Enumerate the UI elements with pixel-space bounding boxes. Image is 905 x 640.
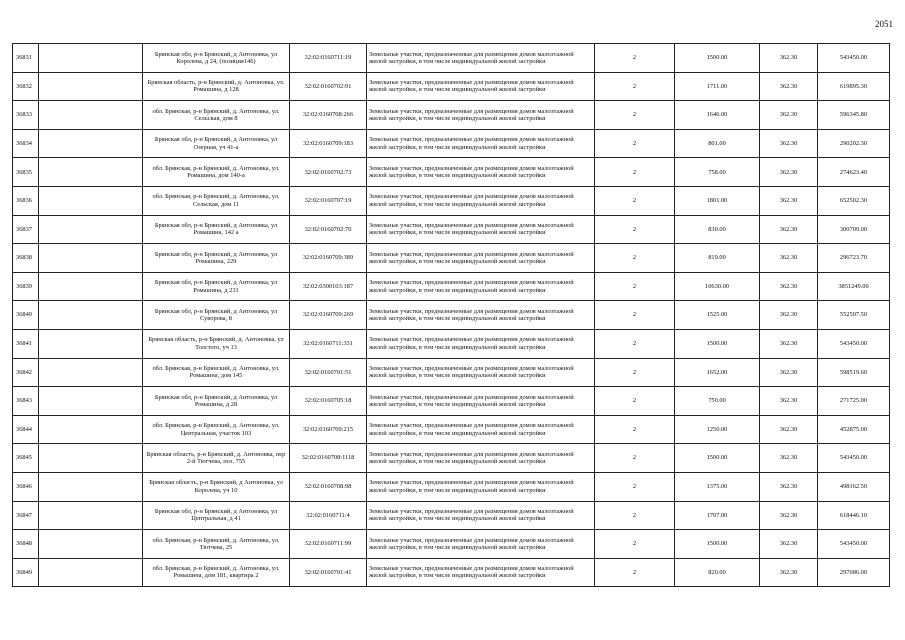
land-use-cell: Земельные участки, предназначенные для размещения домов малоэтажной жилой застройки, в том числе индивидуальной жилой застройки (367, 301, 595, 330)
land-use-cell: Земельные участки, предназначенные для размещения домов малоэтажной жилой застройки, в том числе индивидуальной жилой застройки (367, 530, 595, 559)
table-row (13, 501, 890, 530)
table-row (13, 101, 890, 130)
group-cell: 2 (595, 72, 675, 101)
group-cell: 2 (595, 244, 675, 273)
cadastral-value-cell: 297086.00 (818, 558, 890, 587)
record-number: 36841 (13, 329, 39, 358)
rate-cell: 362.30 (760, 158, 818, 187)
address-cell: обл. Брянская, р-н Брянский, д. Антоновка, ул. Сельская, дом 11 (143, 186, 290, 215)
area-cell: 1646.00 (675, 101, 760, 130)
table-row (13, 129, 890, 158)
land-use-cell: Земельные участки, предназначенные для размещения домов малоэтажной жилой застройки, в том числе индивидуальной жилой застройки (367, 215, 595, 244)
cadastral-value-cell: 652502.30 (818, 186, 890, 215)
rate-cell: 362.30 (760, 444, 818, 473)
land-use-cell: Земельные участки, предназначенные для размещения домов малоэтажной жилой застройки, в том числе индивидуальной жилой застройки (367, 244, 595, 273)
table-row (13, 329, 890, 358)
area-cell: 1375.00 (675, 472, 760, 501)
empty-cell (39, 444, 143, 473)
cadastral-value-cell: 3851249.00 (818, 272, 890, 301)
record-number: 36832 (13, 72, 39, 101)
area-cell: 750.00 (675, 387, 760, 416)
record-number: 36846 (13, 472, 39, 501)
cadastral-value-cell: 543450.00 (818, 530, 890, 559)
rate-cell: 362.30 (760, 272, 818, 301)
address-cell: обл. Брянская, р-н Брянский, д. Антоновка, ул. Сельская, дом 8 (143, 101, 290, 130)
group-cell: 2 (595, 558, 675, 587)
table-row (13, 415, 890, 444)
cadastral-number-cell: 32:02:0160711:331 (290, 329, 367, 358)
address-cell: Брянская обл, р-н Брянский, д Антоновка, ул Озерная, уч 41-а (143, 129, 290, 158)
cadastral-number-cell: 32:02:0160709:269 (290, 301, 367, 330)
record-number: 36838 (13, 244, 39, 273)
table-row (13, 301, 890, 330)
cadastral-value-table (12, 43, 890, 587)
record-number: 36842 (13, 358, 39, 387)
cadastral-number-cell: 32:02:0160711:99 (290, 530, 367, 559)
rate-cell: 362.30 (760, 472, 818, 501)
land-use-cell: Земельные участки, предназначенные для размещения домов малоэтажной жилой застройки, в том числе индивидуальной жилой застройки (367, 329, 595, 358)
record-number: 36843 (13, 387, 39, 416)
cadastral-value-cell: 596345.80 (818, 101, 890, 130)
land-use-cell: Земельные участки, предназначенные для размещения домов малоэтажной жилой застройки, в том числе индивидуальной жилой застройки (367, 415, 595, 444)
address-cell: Брянская обл, р-н Брянский, д Антоновка, ул Центральная, д 41 (143, 501, 290, 530)
empty-cell (39, 501, 143, 530)
table-row (13, 358, 890, 387)
area-cell: 830.00 (675, 215, 760, 244)
group-cell: 2 (595, 215, 675, 244)
cadastral-number-cell: 32:02:0160701:41 (290, 558, 367, 587)
cadastral-value-cell: 543450.00 (818, 329, 890, 358)
rate-cell: 362.30 (760, 186, 818, 215)
address-cell: обл. Брянская, р-н Брянский, д. Антоновка, ул. Тютчева, 25 (143, 530, 290, 559)
group-cell: 2 (595, 329, 675, 358)
address-cell: Брянская обл, р-н Брянский, д Антоновка, ул Королева, д 24, (позиция146) (143, 44, 290, 73)
cadastral-value-cell: 552507.50 (818, 301, 890, 330)
address-cell: Брянская обл, р-н Брянский, д Антоновка, ул Суворова, 8 (143, 301, 290, 330)
address-cell: обл. Брянская, р-н Брянский, д. Антоновка, ул. Ромашина, дом 145 (143, 358, 290, 387)
cadastral-number-cell: 32:02:0160702:73 (290, 158, 367, 187)
address-cell: Брянская обл, р-н Брянский, д Антоновка, ул Ромашина, д 28 (143, 387, 290, 416)
table-row (13, 387, 890, 416)
address-cell: Брянская обл, р-н Брянский, д Антоновка, ул Ромашина, д 231 (143, 272, 290, 301)
land-use-cell: Земельные участки, предназначенные для размещения домов малоэтажной жилой застройки, в том числе индивидуальной жилой застройки (367, 72, 595, 101)
address-cell: Брянская область, р-н Брянский, д. Антоновка, ул. Ромашина, д 128 (143, 72, 290, 101)
rate-cell: 362.30 (760, 244, 818, 273)
rate-cell: 362.30 (760, 215, 818, 244)
table-row (13, 472, 890, 501)
rate-cell: 362.30 (760, 101, 818, 130)
record-number: 36849 (13, 558, 39, 587)
cadastral-number-cell: 32:02:0160705:18 (290, 387, 367, 416)
empty-cell (39, 72, 143, 101)
record-number: 36837 (13, 215, 39, 244)
cadastral-value-cell: 618446.10 (818, 501, 890, 530)
area-cell: 1652.00 (675, 358, 760, 387)
table-body (13, 44, 890, 587)
empty-cell (39, 415, 143, 444)
land-use-cell: Земельные участки, предназначенные для размещения домов малоэтажной жилой застройки, в том числе индивидуальной жилой застройки (367, 44, 595, 73)
cadastral-number-cell: 32:02:0300103:187 (290, 272, 367, 301)
cadastral-number-cell: 32:02:0160711:4 (290, 501, 367, 530)
table-row (13, 558, 890, 587)
empty-cell (39, 472, 143, 501)
cadastral-value-cell: 274623.40 (818, 158, 890, 187)
area-cell: 801.00 (675, 129, 760, 158)
land-use-cell: Земельные участки, предназначенные для размещения домов малоэтажной жилой застройки, в том числе индивидуальной жилой застройки (367, 558, 595, 587)
group-cell: 2 (595, 444, 675, 473)
table-row (13, 72, 890, 101)
cadastral-number-cell: 32:02:0160708:98 (290, 472, 367, 501)
land-use-cell: Земельные участки, предназначенные для размещения домов малоэтажной жилой застройки, в том числе индивидуальной жилой застройки (367, 101, 595, 130)
area-cell: 1707.00 (675, 501, 760, 530)
cadastral-value-cell: 598519.60 (818, 358, 890, 387)
group-cell: 2 (595, 186, 675, 215)
cadastral-value-cell: 271725.00 (818, 387, 890, 416)
group-cell: 2 (595, 44, 675, 73)
empty-cell (39, 244, 143, 273)
area-cell: 758.00 (675, 158, 760, 187)
area-cell: 1711.00 (675, 72, 760, 101)
land-use-cell: Земельные участки, предназначенные для размещения домов малоэтажной жилой застройки, в том числе индивидуальной жилой застройки (367, 472, 595, 501)
record-number: 36833 (13, 101, 39, 130)
table-row (13, 530, 890, 559)
land-use-cell: Земельные участки, предназначенные для размещения домов малоэтажной жилой застройки, в том числе индивидуальной жилой застройки (367, 158, 595, 187)
empty-cell (39, 158, 143, 187)
cadastral-number-cell: 32:02:0160707:19 (290, 186, 367, 215)
empty-cell (39, 558, 143, 587)
record-number: 36844 (13, 415, 39, 444)
group-cell: 2 (595, 101, 675, 130)
group-cell: 2 (595, 472, 675, 501)
address-cell: Брянская область, р-н Брянский, д. Антоновка, пер 2-й Тютчева, поз. 755 (143, 444, 290, 473)
record-number: 36834 (13, 129, 39, 158)
area-cell: 1500.00 (675, 329, 760, 358)
cadastral-number-cell: 32:02:0160702:91 (290, 72, 367, 101)
group-cell: 2 (595, 272, 675, 301)
record-number: 36848 (13, 530, 39, 559)
land-use-cell: Земельные участки, предназначенные для размещения домов малоэтажной жилой застройки, в том числе индивидуальной жилой застройки (367, 186, 595, 215)
rate-cell: 362.30 (760, 530, 818, 559)
land-use-cell: Земельные участки, предназначенные для размещения домов малоэтажной жилой застройки, в том числе индивидуальной жилой застройки (367, 501, 595, 530)
cadastral-value-cell: 296723.70 (818, 244, 890, 273)
empty-cell (39, 272, 143, 301)
area-cell: 1801.00 (675, 186, 760, 215)
rate-cell: 362.30 (760, 129, 818, 158)
cadastral-number-cell: 32:02:0160708:266 (290, 101, 367, 130)
cadastral-number-cell: 32:02:0160702:70 (290, 215, 367, 244)
cadastral-number-cell: 32:02:0160701:51 (290, 358, 367, 387)
record-number: 36847 (13, 501, 39, 530)
cadastral-value-cell: 452875.00 (818, 415, 890, 444)
table-row (13, 158, 890, 187)
rate-cell: 362.30 (760, 301, 818, 330)
area-cell: 1500.00 (675, 444, 760, 473)
cadastral-value-cell: 300709.00 (818, 215, 890, 244)
land-use-cell: Земельные участки, предназначенные для размещения домов малоэтажной жилой застройки, в том числе индивидуальной жилой застройки (367, 387, 595, 416)
area-cell: 1500.00 (675, 44, 760, 73)
rate-cell: 362.30 (760, 387, 818, 416)
land-use-cell: Земельные участки, предназначенные для размещения домов малоэтажной жилой застройки, в том числе индивидуальной жилой застройки (367, 444, 595, 473)
empty-cell (39, 329, 143, 358)
table-row (13, 186, 890, 215)
address-cell: обл. Брянская, р-н Брянский, д. Антоновка, ул. Ромашина, дом 181, квартира 2 (143, 558, 290, 587)
area-cell: 1525.00 (675, 301, 760, 330)
empty-cell (39, 129, 143, 158)
group-cell: 2 (595, 129, 675, 158)
group-cell: 2 (595, 358, 675, 387)
land-use-cell: Земельные участки, предназначенные для размещения домов малоэтажной жилой застройки, в том числе индивидуальной жилой застройки (367, 129, 595, 158)
group-cell: 2 (595, 301, 675, 330)
rate-cell: 362.30 (760, 501, 818, 530)
table-row (13, 44, 890, 73)
record-number: 36836 (13, 186, 39, 215)
cadastral-number-cell: 32:02:0160709:215 (290, 415, 367, 444)
record-number: 36831 (13, 44, 39, 73)
group-cell: 2 (595, 530, 675, 559)
address-cell: Брянская обл, р-н Брянский, д Антоновка, ул Ромашина, 142 а (143, 215, 290, 244)
group-cell: 2 (595, 415, 675, 444)
area-cell: 819.00 (675, 244, 760, 273)
table-row (13, 215, 890, 244)
table-row (13, 444, 890, 473)
address-cell: обл. Брянская, р-н Брянский, д. Антоновка, ул. Центральная, участок 103 (143, 415, 290, 444)
area-cell: 10630.00 (675, 272, 760, 301)
address-cell: Брянская область, р-н Брянский, д Антоновка, ул Королева, уч 10 (143, 472, 290, 501)
area-cell: 1500.00 (675, 530, 760, 559)
area-cell: 820.00 (675, 558, 760, 587)
record-number: 36835 (13, 158, 39, 187)
cadastral-number-cell: 32:02:0160708:1118 (290, 444, 367, 473)
group-cell: 2 (595, 387, 675, 416)
cadastral-value-cell: 498162.50 (818, 472, 890, 501)
land-use-cell: Земельные участки, предназначенные для размещения домов малоэтажной жилой застройки, в том числе индивидуальной жилой застройки (367, 358, 595, 387)
empty-cell (39, 101, 143, 130)
area-cell: 1250.00 (675, 415, 760, 444)
cadastral-value-cell: 290202.30 (818, 129, 890, 158)
rate-cell: 362.30 (760, 415, 818, 444)
record-number: 36839 (13, 272, 39, 301)
cadastral-value-cell: 543450.00 (818, 444, 890, 473)
rate-cell: 362.30 (760, 44, 818, 73)
group-cell: 2 (595, 158, 675, 187)
rate-cell: 362.30 (760, 358, 818, 387)
rate-cell: 362.30 (760, 558, 818, 587)
table-row (13, 244, 890, 273)
empty-cell (39, 530, 143, 559)
cadastral-number-cell: 32:02:0160709:183 (290, 129, 367, 158)
address-cell: обл. Брянская, р-н Брянский, д. Антоновка, ул. Ромашина, дом 140-а (143, 158, 290, 187)
empty-cell (39, 44, 143, 73)
record-number: 36840 (13, 301, 39, 330)
empty-cell (39, 301, 143, 330)
empty-cell (39, 215, 143, 244)
rate-cell: 362.30 (760, 72, 818, 101)
group-cell: 2 (595, 501, 675, 530)
cadastral-value-cell: 619895.30 (818, 72, 890, 101)
empty-cell (39, 186, 143, 215)
land-use-cell: Земельные участки, предназначенные для размещения домов малоэтажной жилой застройки, в том числе индивидуальной жилой застройки (367, 272, 595, 301)
table-row (13, 272, 890, 301)
empty-cell (39, 358, 143, 387)
record-number: 36845 (13, 444, 39, 473)
cadastral-number-cell: 32:02:0160711:19 (290, 44, 367, 73)
empty-cell (39, 387, 143, 416)
cadastral-value-cell: 543450.00 (818, 44, 890, 73)
address-cell: Брянская область, р-н Брянский, д. Антоновка, ул Толстого, уч 13 (143, 329, 290, 358)
address-cell: Брянская обл, р-н Брянский, д Антоновка, ул Ромашина, 229 (143, 244, 290, 273)
page-number: 2051 (875, 19, 893, 29)
cadastral-number-cell: 32:02:0160709:389 (290, 244, 367, 273)
rate-cell: 362.30 (760, 329, 818, 358)
